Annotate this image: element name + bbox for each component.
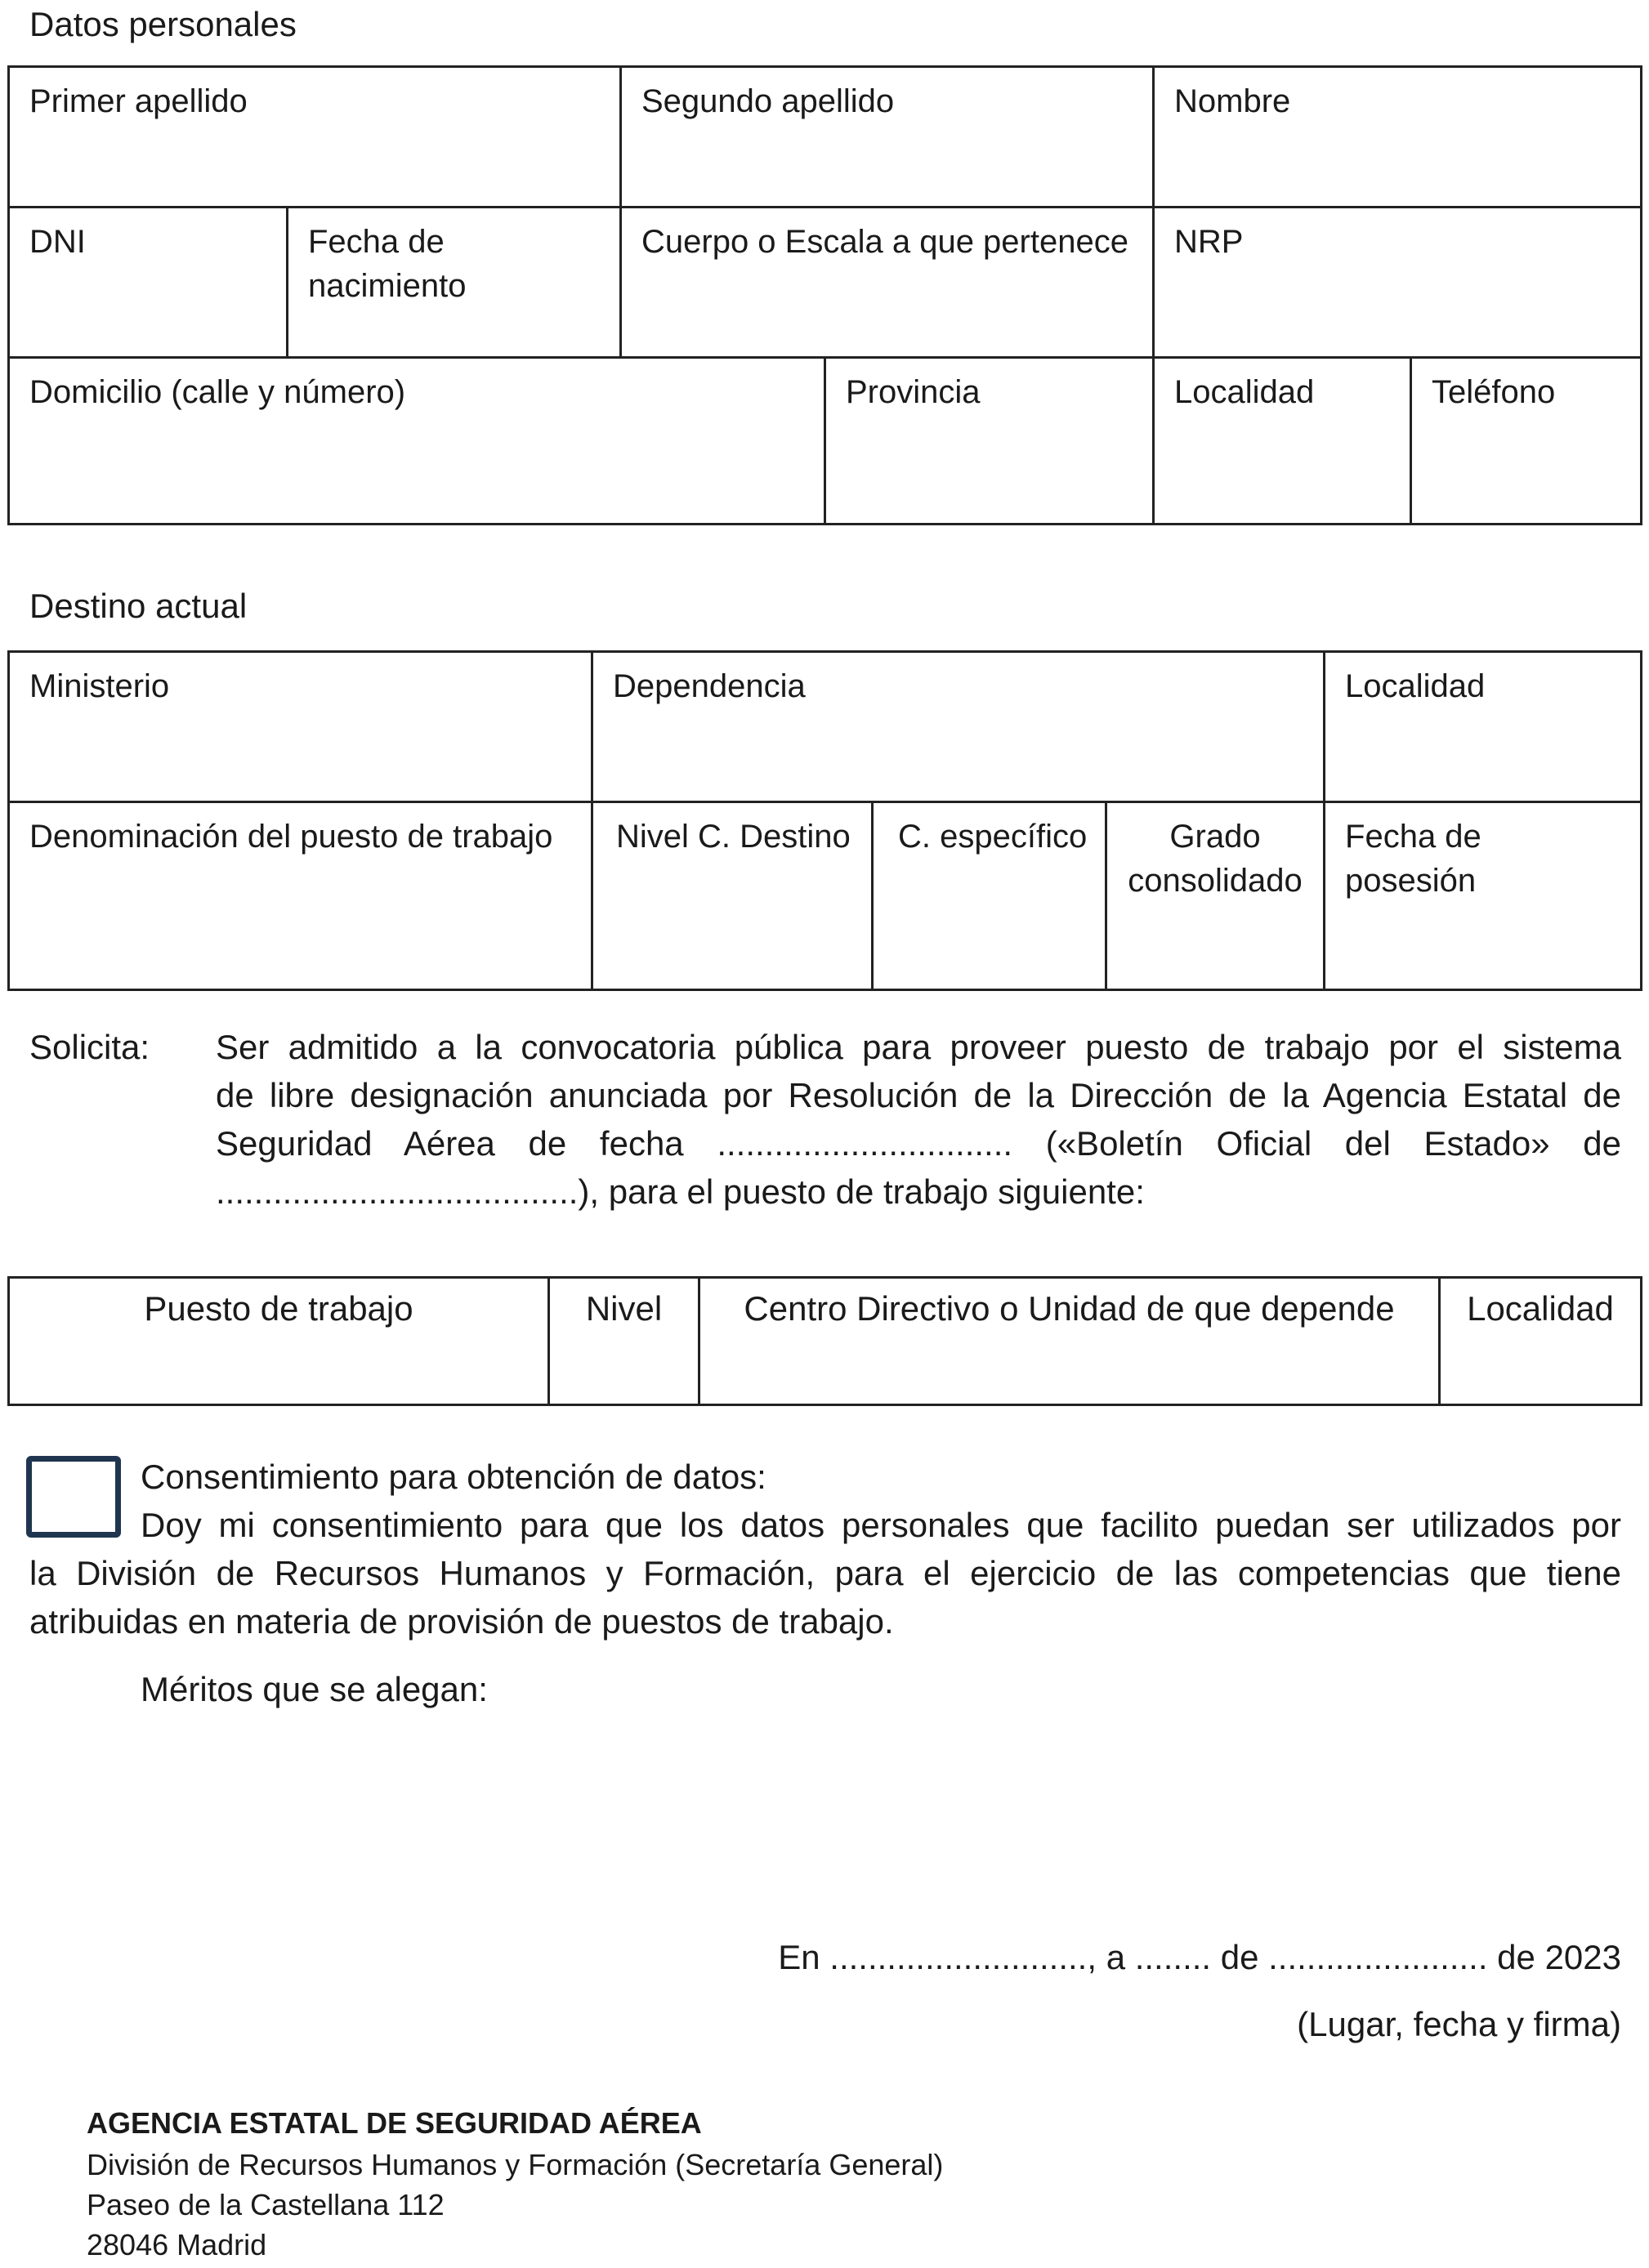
meritos-label: Méritos que se alegan: [141,1670,488,1708]
fecha-posesion-field[interactable] [1325,802,1642,990]
fecha-posesion-label: Fecha de posesión [1345,819,1481,899]
consent-line-1: Doy mi consentimiento para que los datos personales que facilito puedan ser utilizados por [141,1506,1621,1544]
solicita-line-4: ......................................), para el puesto de trabajo siguiente: [216,1172,1145,1211]
solicita-label: Solicita: [29,1028,150,1066]
dni-field[interactable] [9,208,288,358]
consent-checkbox[interactable] [26,1456,121,1538]
puesto-nivel-label: Nivel [585,1289,663,1328]
consent-title: Consentimiento para obtención de datos: [141,1458,766,1496]
nombre-field[interactable] [1154,67,1642,208]
primer-apellido-field[interactable] [9,67,621,208]
primer-apellido-label: Primer apellido [29,83,248,119]
cuerpo-escala-label: Cuerpo o Escala a que pertenece [641,224,1128,260]
localidad-field[interactable] [1154,358,1411,525]
especifico-label: C. específico [898,819,1088,855]
puesto-trabajo-label: Puesto de trabajo [144,1289,413,1328]
ministerio-field[interactable] [9,652,592,802]
solicita-line-3: Seguridad Aérea de fecha ............................... («Boletín Oficial del Estado» de [216,1124,1621,1163]
puesto-localidad-label: Localidad [1467,1289,1614,1328]
solicita-line-1: Ser admitido a la convocatoria pública para proveer puesto de trabajo por el sistema [216,1028,1621,1066]
footer-org: AGENCIA ESTATAL DE SEGURIDAD AÉREA [87,2106,702,2140]
denominacion-label: Denominación del puesto de trabajo [29,819,553,855]
provincia-field[interactable] [825,358,1154,525]
nrp-label: NRP [1174,224,1244,260]
nivel-destino-field[interactable] [592,802,873,990]
footer-division: División de Recursos Humanos y Formación (Secretaría General) [87,2148,944,2181]
nombre-label: Nombre [1174,83,1291,119]
consent-line-3: atribuidas en materia de provisión de puestos de trabajo. [29,1602,894,1641]
puesto-table [7,1276,1642,1406]
centro-directivo-label: Centro Directivo o Unidad de que depende [744,1289,1395,1328]
destino-section-title: Destino actual [29,587,248,625]
puesto-localidad-field[interactable] [1440,1278,1642,1405]
segundo-apellido-field[interactable] [621,67,1154,208]
dni-label: DNI [29,224,86,260]
footer-street: Paseo de la Castellana 112 [87,2188,445,2221]
nrp-field[interactable] [1154,208,1642,358]
grado-label-1: Grado [1169,819,1261,855]
segundo-apellido-label: Segundo apellido [641,83,895,119]
signature-caption: (Lugar, fecha y firma) [1297,2005,1621,2043]
domicilio-label: Domicilio (calle y número) [29,374,406,410]
dependencia-label: Dependencia [613,668,806,704]
puesto-nivel-field[interactable] [549,1278,699,1405]
destino-table [7,650,1642,991]
consent-line-2: la División de Recursos Humanos y Formación, para el ejercicio de las competencias que tiene [29,1554,1621,1592]
signature-line: En ..........................., a ........ de ....................... de 2023 [778,1938,1621,1976]
nivel-destino-label: Nivel C. Destino [616,819,851,855]
especifico-field[interactable] [873,802,1106,990]
denominacion-field[interactable] [9,802,592,990]
domicilio-field[interactable] [9,358,825,525]
footer-city: 28046 Madrid [87,2228,267,2261]
solicita-line-2: de libre designación anunciada por Resolución de la Dirección de la Agencia Estatal de [216,1076,1621,1114]
cuerpo-escala-field[interactable] [621,208,1154,358]
personal-section-title: Datos personales [29,5,297,43]
telefono-label: Teléfono [1432,374,1556,410]
centro-directivo-field[interactable] [699,1278,1440,1405]
grado-label-2: consolidado [1128,863,1303,899]
localidad-label: Localidad [1174,374,1315,410]
fecha-nacimiento-label-2: nacimiento [308,268,467,304]
grado-field[interactable] [1106,802,1325,990]
personal-data-table [7,65,1642,525]
ministerio-label: Ministerio [29,668,170,704]
telefono-field[interactable] [1411,358,1642,525]
destino-localidad-field[interactable] [1325,652,1642,802]
fecha-nacimiento-field[interactable] [288,208,621,358]
dependencia-field[interactable] [592,652,1325,802]
puesto-trabajo-field[interactable] [9,1278,549,1405]
fecha-nacimiento-label-1: Fecha de [308,224,445,260]
provincia-label: Provincia [846,374,981,410]
destino-localidad-label: Localidad [1345,668,1486,704]
